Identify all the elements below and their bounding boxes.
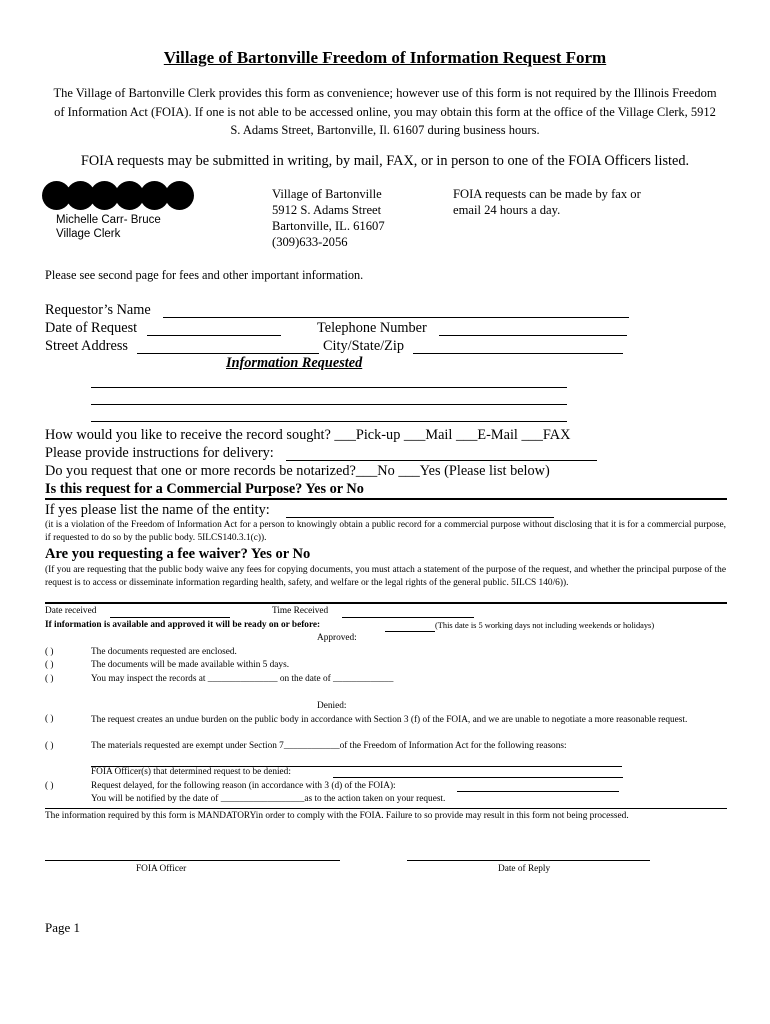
denied-undue-burden: The request creates an undue burden on the public body in accordance with Section 3 (f) of the FOIA, and we are unable to negotiate a more reasonable request.	[91, 715, 688, 725]
denied-exempt: The materials requested are exempt under Section 7____________of the Freedom of Information Act for the following reasons:	[91, 741, 567, 751]
page-number: Page 1	[45, 920, 81, 935]
fax-note-line-1: FOIA requests can be made by fax or	[453, 187, 641, 201]
address-line-1: Village of Bartonville	[272, 187, 382, 201]
redacted-signature	[42, 181, 194, 210]
delivery-instructions-field[interactable]	[286, 460, 597, 461]
approved-item: The documents will be made available within 5 days.	[91, 660, 290, 670]
date-of-request-label: Date of Request	[45, 320, 138, 336]
mandatory-note: The information required by this form is MANDATORYin order to comply with the FOIA. Failure to so provide may result in this form not being processed.	[45, 811, 629, 821]
street-address-label: Street Address	[45, 338, 128, 354]
officer-denied-label: FOIA Officer(s) that determined request to be denied:	[91, 767, 291, 777]
foia-officer-signature-line[interactable]	[45, 860, 340, 861]
mandatory-divider	[45, 808, 727, 809]
requestor-name-label: Requestor’s Name	[45, 302, 151, 318]
date-of-reply-label: Date of Reply	[498, 864, 551, 874]
commercial-purpose-note: (it is a violation of the Freedom of Information Act for a person to knowingly obtain a public record for a commercial purpose without disclosing that it is for a commercial purpose, if requested to do so by the public body. 5ILCS140.3.1(c)).	[45, 520, 726, 543]
address-phone: (309)633-2056	[272, 235, 348, 249]
street-address-field[interactable]	[137, 353, 319, 354]
city-state-zip-label: City/State/Zip	[323, 338, 405, 354]
date-received-field[interactable]	[110, 617, 230, 618]
address-line-2: 5912 S. Adams Street	[272, 203, 382, 217]
form-title: Village of Bartonville Freedom of Information Request Form	[163, 48, 607, 67]
receive-method-question: How would you like to receive the record sought? ___Pick-up ___Mail ___E-Mail ___FAX	[45, 427, 571, 443]
commercial-purpose-question: Is this request for a Commercial Purpose? Yes or No	[45, 481, 364, 497]
officer-name: Michelle Carr- Bruce	[56, 214, 161, 226]
entity-name-field[interactable]	[286, 517, 554, 518]
foia-officer-label: FOIA Officer	[136, 864, 187, 874]
second-page-note: Please see second page for fees and other important information.	[45, 268, 364, 282]
requestor-name-field[interactable]	[163, 317, 629, 318]
delayed-reason-field[interactable]	[457, 791, 619, 792]
time-received-field[interactable]	[342, 617, 474, 618]
telephone-label: Telephone Number	[317, 320, 427, 336]
information-requested-line-2[interactable]	[91, 404, 567, 405]
denied-checkbox-2[interactable]: ( )	[45, 741, 54, 751]
information-requested-line-1[interactable]	[91, 387, 567, 388]
submission-note: FOIA requests may be submitted in writing, by mail, FAX, or in person to one of the FOIA Officers listed.	[80, 153, 690, 169]
denied-heading: Denied:	[317, 701, 347, 711]
intro-paragraph: The Village of Bartonville Clerk provides this form as convenience; however use of this form is not required by the Illinois Freedom of Information Act (FOIA). If one is not able to be accessed online, you may obtain this form at the office of the Village Clerk, 5912 S. Adams Street, Bartonville, Il. 61607 during business hours.	[53, 86, 717, 137]
notarized-question: Do you request that one or more records be notarized?___No ___Yes (Please list below)	[45, 463, 550, 479]
delayed-label: Request delayed, for the following reason (in accordance with 3 (d) of the FOIA):	[91, 781, 396, 791]
date-of-reply-line[interactable]	[407, 860, 650, 861]
ready-by-field[interactable]	[385, 631, 435, 632]
approved-checkbox-3[interactable]: ( )	[45, 674, 54, 684]
approved-heading: Approved:	[317, 633, 357, 643]
information-requested-line-3[interactable]	[91, 421, 567, 422]
telephone-field[interactable]	[439, 335, 627, 336]
fee-waiver-question: Are you requesting a fee waiver? Yes or No	[45, 546, 311, 562]
notified-label: You will be notified by the date of __________________as to the action taken on your request.	[91, 794, 446, 804]
delayed-checkbox[interactable]: ( )	[45, 781, 54, 791]
date-received-label: Date received	[45, 606, 97, 616]
divider	[45, 498, 727, 500]
information-requested-heading: Information Requested	[226, 355, 363, 371]
time-received-label: Time Received	[272, 606, 329, 616]
officer-title: Village Clerk	[56, 228, 121, 240]
fee-waiver-note: (If you are requesting that the public body waive any fees for copying documents, you must attach a statement of the purpose of the request, and whether the principal purpose of the request is to access or disseminate information regarding health, safety, and welfare or the legal rights of the general public. 5ILCS 140/6)).	[45, 565, 726, 588]
approved-checkbox-1[interactable]: ( )	[45, 647, 54, 657]
approved-checkbox-2[interactable]: ( )	[45, 660, 54, 670]
delivery-instructions-label: Please provide instructions for delivery:	[45, 445, 274, 461]
office-use-divider	[45, 602, 727, 604]
date-of-request-field[interactable]	[147, 335, 281, 336]
denied-checkbox-1[interactable]: ( )	[45, 714, 54, 724]
approved-item: The documents requested are enclosed.	[91, 647, 237, 657]
officer-denied-field[interactable]	[333, 777, 623, 778]
ready-by-label: If information is available and approved it will be ready on or before:	[45, 620, 321, 630]
fax-note-line-2: email 24 hours a day.	[453, 203, 561, 217]
ready-by-note: (This date is 5 working days not including weekends or holidays)	[435, 621, 655, 630]
address-line-3: Bartonville, IL. 61607	[272, 219, 385, 233]
city-state-zip-field[interactable]	[413, 353, 623, 354]
approved-item: You may inspect the records at _______________ on the date of _____________	[91, 674, 394, 684]
entity-name-label: If yes please list the name of the entity:	[45, 502, 270, 518]
